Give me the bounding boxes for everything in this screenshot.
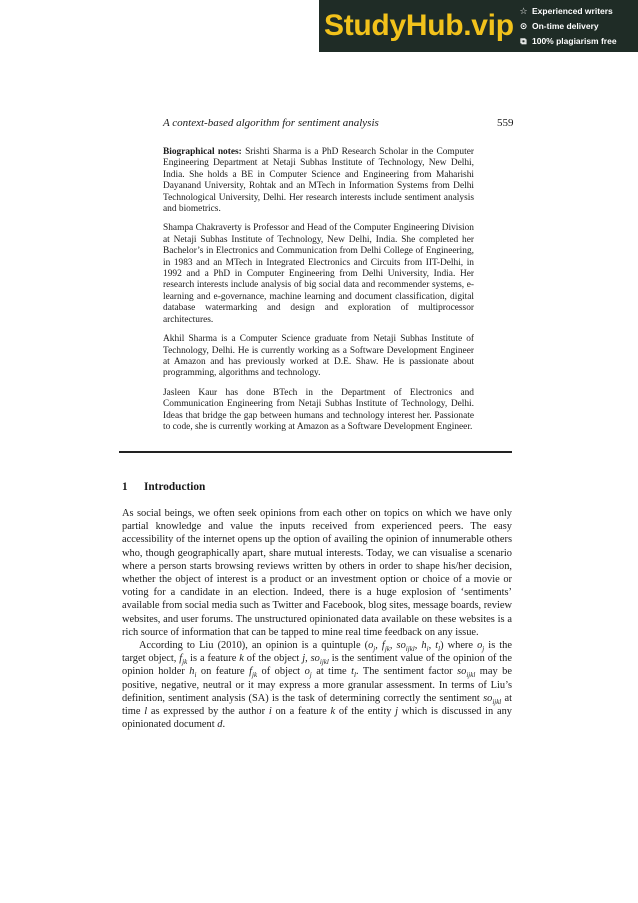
biographical-notes <box>163 147 474 441</box>
brand-logo[interactable]: StudyHub.vip <box>324 9 514 42</box>
clock-icon: ⊙ <box>519 20 528 31</box>
feature-item <box>519 6 617 17</box>
feature-item <box>519 36 617 47</box>
bio-paragraph: Akhil Sharma is a Computer Science graduate from Netaji Subhas Institute of Technology, Delhi. He is currently working as a Software Development Engineer at Amazon and has previously worked at D.E. Shaw. He is passionate about programming, algorithms and technology. <box>163 334 474 379</box>
feature-list <box>517 6 617 47</box>
section-number: 1 <box>122 481 128 493</box>
section-heading <box>122 481 205 493</box>
bio-paragraph: Shampa Chakraverty is Professor and Head of the Computer Engineering Division at Netaji Subhas Institute of Technology, New Delhi, India. She completed her Bachelor’s in Electronics and Communication from Delhi College of Engineering, in 1983 and an MTech in Integrated Electronics and Circuits from IIT-Delhi, in 1992 and a PhD in Computer Engineering from Delhi University, India. Her research interests include analysis of big social data and recommender systems, e-learning and e-governance, machine learning and document classification, digital database watermarking and design and exploration of multiprocessor architectures. <box>163 223 474 325</box>
feature-label: Experienced writers <box>532 6 613 16</box>
section-title: Introduction <box>144 481 206 493</box>
feature-label: 100% plagiarism free <box>532 36 617 46</box>
feature-item <box>519 21 617 32</box>
section-body <box>122 507 512 731</box>
advertisement-banner[interactable] <box>319 0 638 52</box>
document-icon: ⧉ <box>520 35 527 46</box>
bio-label: Biographical notes: <box>163 147 242 157</box>
feature-label: On-time delivery <box>532 21 599 31</box>
paragraph: According to Liu (2010), an opinion is a quintuple ($o_j$, $f_{jk}$, $so_{ijkl}$, $h_i$, $t_l$) where $o_j$ is the target object, $f_{jk}$ is a feature k of the object j, $so_{ijkl}$ is the sentiment value of the opinion of the opinion holder $h_i$ on feature $f_{jk}$ of object $o_j$ at time $t_l$. The sentiment factor $so_{ijkl}$ may be positive, negative, neutral or it may express a more granular assessment. In terms of Liu’s definition, sentiment analysis (SA) is the task of determining correctly the sentiment $so_{ijkl}$ at time l as expressed by the author i on a feature k of the entity j which is discussed in any opinionated document d. <box>122 640 512 731</box>
star-icon: ☆ <box>519 5 528 16</box>
bio-text: Srishti Sharma is a PhD Research Scholar in the Computer Engineering Department at Netaji Subhas Institute of Technology, New Delhi, India. She holds a BE in Computer Science and Engineering from Maharishi Dayanand University, Rohtak and an MTech in Information Systems from Delhi Technological University, Delhi. Her research interests include sentiment analysis and biometrics. <box>163 147 474 215</box>
page-number: 559 <box>497 117 514 129</box>
bio-paragraph <box>163 147 474 215</box>
section-divider <box>119 451 512 453</box>
bio-paragraph: Jasleen Kaur has done BTech in the Department of Electronics and Communication Engineering from Netaji Subhas Institute of Technology, Delhi. Ideas that bridge the gap between humans and technology interest her. Passionate to code, she is currently working at Amazon as a Software Development Engineer. <box>163 387 474 432</box>
running-title: A context-based algorithm for sentiment analysis <box>163 117 379 129</box>
paragraph: As social beings, we often seek opinions from each other on topics on which we have only partial knowledge and value the inputs received from experienced peers. The easy accessibility of the internet opens up the option of availing the opinion of innumerable others who, though geographically apart, share mutual interests. Today, we can visualise a scenario where a person starts browsing reviews written by others in order to shape his/her decision, whether the object of interest is a product or an investment option or choice of a movie or voting for a candidate in an election. Indeed, there is a huge explosion of ‘sentiments’ available from social media such as Twitter and Facebook, blog sites, message boards, review websites, and user forums. The unstructured opinionated data available on these websites is a rich source of information that can be tapped to mine real time feedback on any issue. <box>122 508 512 638</box>
